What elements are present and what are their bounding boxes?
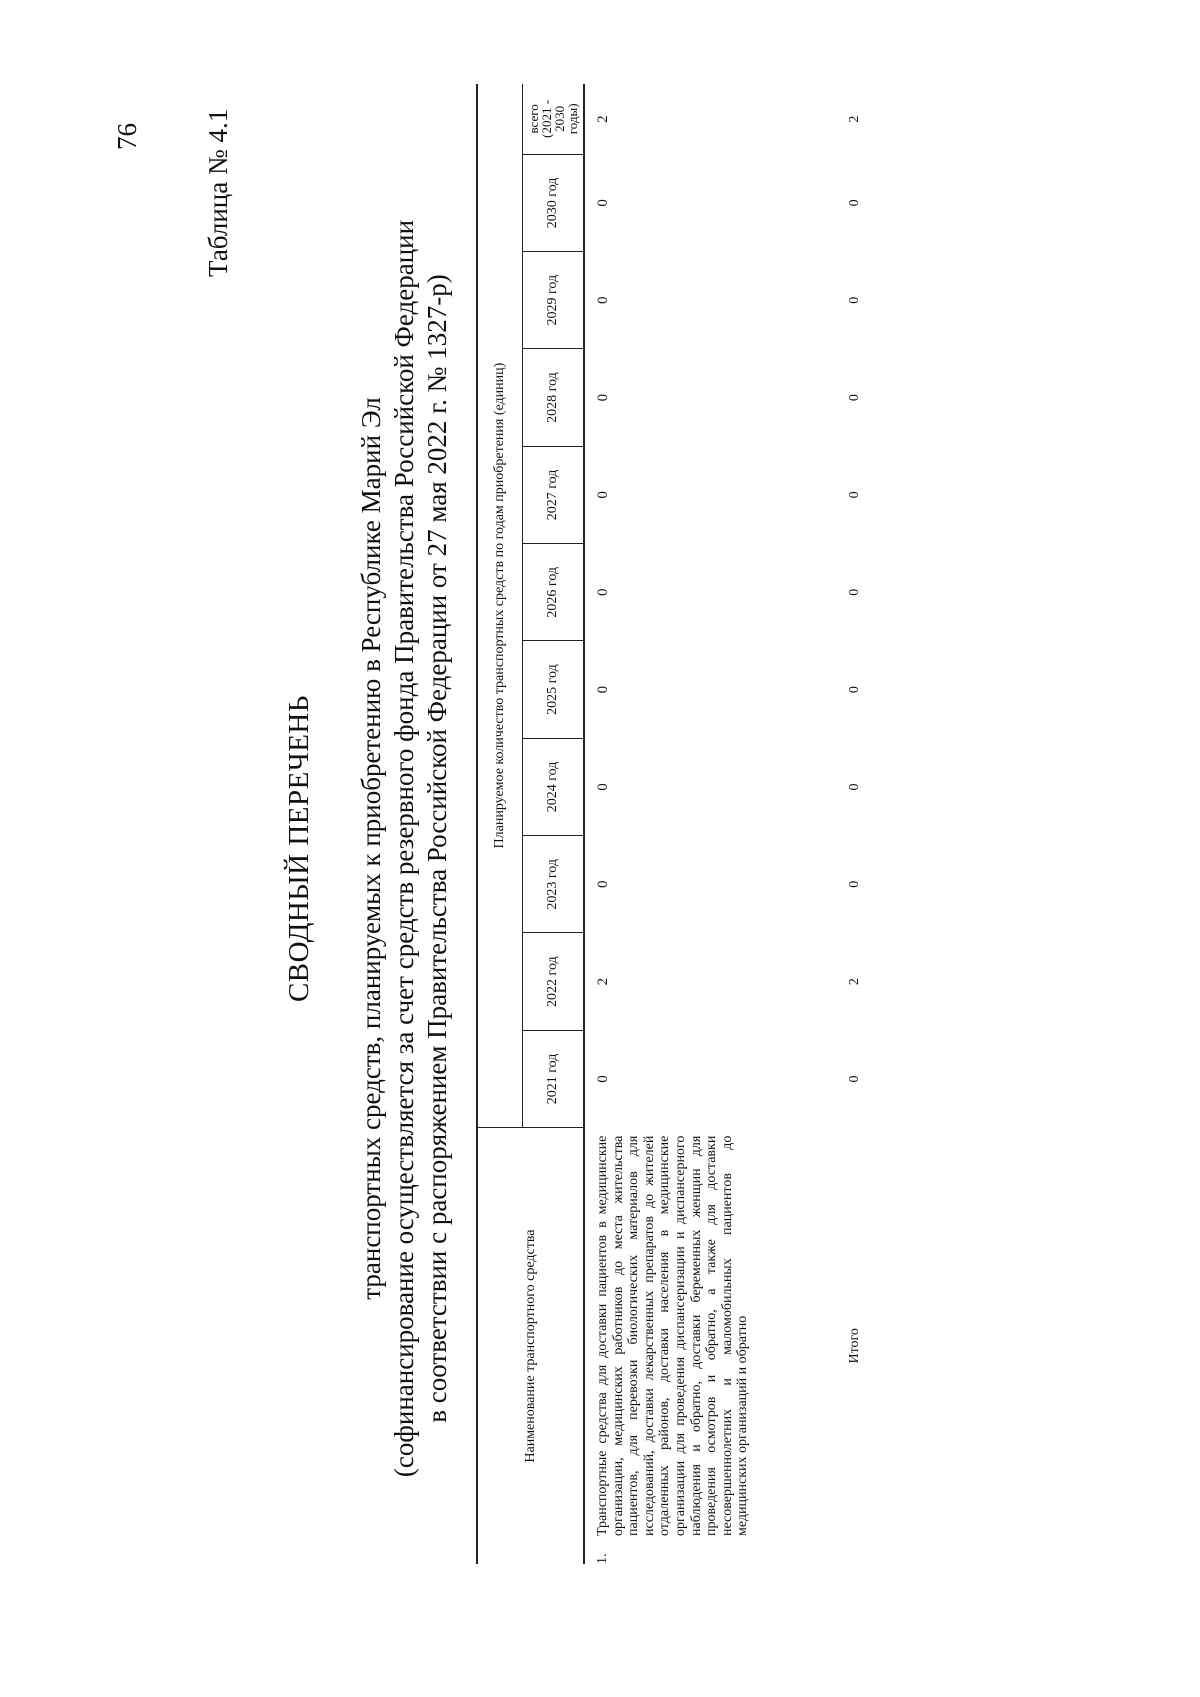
header-year: 2028 год (523, 349, 585, 446)
page-number: 76 (112, 123, 142, 150)
year-value: 2 (595, 977, 611, 986)
year-value: 0 (595, 588, 611, 597)
header-year: 2024 год (523, 738, 585, 835)
subtitle-line-1: транспортных средств, планируемых к приобретению в Республике Марий Эл (356, 397, 386, 1300)
vehicle-name-cell (584, 1128, 839, 1564)
total-year-value: 0 (847, 491, 862, 499)
header-total-line: всего (526, 104, 541, 134)
header-total (523, 84, 585, 154)
row-index: 1. (595, 1553, 610, 1564)
total-year-value: 0 (847, 1075, 862, 1083)
table-row (584, 84, 839, 1564)
total-year-value: 0 (847, 686, 862, 694)
total-year-value: 0 (847, 394, 862, 402)
total-year-value: 0 (847, 199, 862, 207)
total-year-value: 0 (847, 880, 862, 888)
header-total-line: (2021 - 2030 (539, 99, 567, 138)
header-year: 2021 год (523, 1030, 585, 1127)
table-label: Таблица № 4.1 (203, 108, 233, 277)
year-value: 0 (595, 1075, 611, 1083)
header-year: 2022 год (523, 933, 585, 1030)
subtitle-line-3: в соответствии с распоряжением Правительства Российской Федерации от 27 мая 2022 г. № 1327-р) (422, 274, 452, 1423)
year-value: 0 (595, 783, 611, 791)
header-year: 2026 год (523, 544, 585, 641)
header-planned-quantity: Планируемое количество транспортных средств по годам приобретения (единиц) (477, 84, 523, 1128)
header-year: 2027 год (523, 446, 585, 543)
year-value: 0 (595, 685, 611, 694)
year-value: 0 (595, 199, 611, 207)
total-row (839, 84, 863, 1564)
header-year: 2025 год (523, 641, 585, 738)
total-value: 2 (595, 115, 611, 123)
subtitle-line-2: (софинансирование осуществляется за счет средств резервного фонда Правительства Российской Федерации (389, 219, 419, 1478)
grand-total-value: 2 (847, 115, 862, 123)
year-value: 0 (595, 296, 611, 304)
header-year: 2023 год (523, 836, 585, 933)
vehicle-description: Транспортные средства для доставки пациентов в медицинские организации, медицинских работников до места жительства пациентов, для перевозки биологических материалов для исследований, доставки лекарственных препаратов до жителей отдаленных районов, доставки населения в медицинские организации для проведения диспансеризации и диспансерного наблюдения и обратно, доставки беременных женщин для проведения осмотров и обратно, а также для доставки несовершеннолетних и маломобильных пациентов до медицинских организаций и обратно (595, 1135, 751, 1536)
header-total-line: годы) (565, 103, 580, 135)
document-title: СВОДНЫЙ ПЕРЕЧЕНЬ (283, 694, 315, 1003)
header-vehicle-name: Наименование транспортного средства (522, 1229, 538, 1463)
total-label: Итого (847, 1328, 862, 1364)
total-year-value: 2 (847, 978, 862, 986)
header-year: 2030 год (523, 154, 585, 251)
year-value: 0 (595, 880, 611, 889)
total-year-value: 0 (847, 783, 862, 791)
vehicles-table (476, 84, 863, 1564)
header-year: 2029 год (523, 252, 585, 349)
year-value: 0 (595, 393, 611, 402)
total-year-value: 0 (847, 588, 862, 596)
total-year-value: 0 (847, 296, 862, 304)
year-value: 0 (595, 491, 611, 499)
